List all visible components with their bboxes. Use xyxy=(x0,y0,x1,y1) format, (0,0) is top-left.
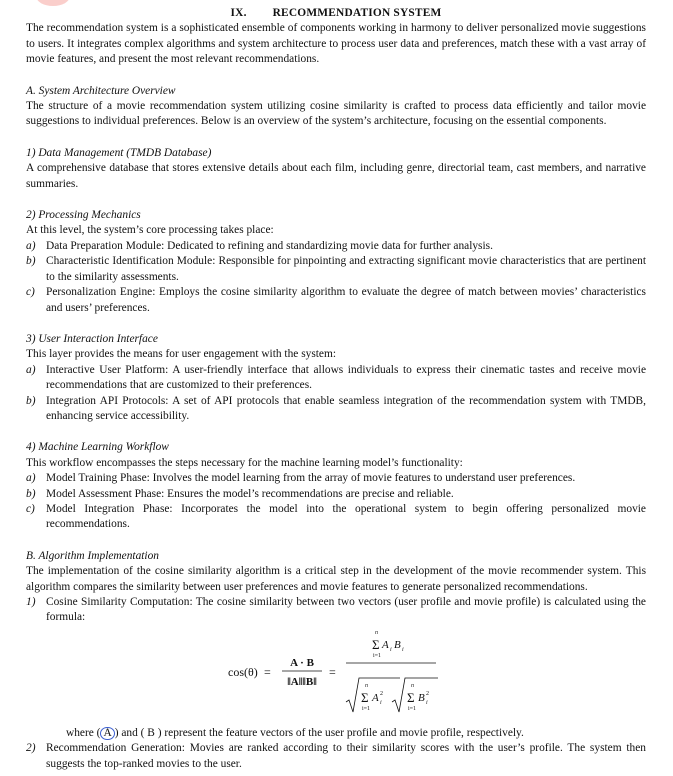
list-item xyxy=(26,394,646,425)
list-item xyxy=(26,363,646,394)
data-management-body: A comprehensive database that stores extensive details about each film, including genre, directorial team, cast members, and narrative summaries. xyxy=(26,162,646,190)
data-management-heading: 1) Data Management (TMDB Database) xyxy=(26,146,212,159)
section-number: IX. xyxy=(230,7,247,19)
paper-page xyxy=(26,6,646,772)
formula-numerator: A · B xyxy=(290,656,314,669)
formula-eq-2: = xyxy=(329,664,336,679)
list-text: Model Assessment Phase: Ensures the model’s recommendations are precise and reliable. xyxy=(46,487,454,500)
list-item xyxy=(26,595,646,626)
list-text: Characteristic Identification Module: Responsible for pinpointing and extracting significant movie characteristics that are pertinent to the similarity assessments. xyxy=(46,255,646,283)
list-text: Model Training Phase: Involves the model learning from the array of movie features to understand user preferences. xyxy=(46,472,576,485)
list-text: Integration API Protocols: A set of API protocols that enable seamless integration of the recommendation system with TMDB, enhancing service accessibility. xyxy=(46,394,646,422)
interaction-intro: This layer provides the means for user engagement with the system: xyxy=(26,348,336,361)
subsection-b-body: The implementation of the cosine similarity algorithm is a critical step in the development of the movie recommender system. This algorithm compares the similarity between user preferences and movie features to generate personalized recommendations. xyxy=(26,565,646,593)
list-text: Data Preparation Module: Dedicated to refining and standardizing movie data for further analysis. xyxy=(46,239,493,252)
interaction-heading: 3) User Interaction Interface xyxy=(26,332,158,345)
formula-denominator: ‖A‖‖B‖ xyxy=(287,675,317,688)
list-text: Cosine Similarity Computation: The cosine similarity between two vectors (user profile and movie profile) is calculated using the formula: xyxy=(46,596,646,624)
formula-eq-1: = xyxy=(264,664,271,679)
formula-svg xyxy=(26,626,646,726)
explanation-post: ) and ( B ) represent the feature vectors of the user profile and movie profile, respectively. xyxy=(114,726,524,739)
list-text: Personalization Engine: Employs the cosine similarity algorithm to evaluate the degree of match between movies’ characteristics and users’ preferences. xyxy=(46,286,646,314)
sum-symbol: Σ xyxy=(372,636,380,652)
processing-heading: 2) Processing Mechanics xyxy=(26,209,141,222)
list-text: Recommendation Generation: Movies are ranked according to their similarity scores with the user’s profile. The system then suggests the top-ranked movies to the user. xyxy=(46,742,646,770)
list-marker: a) xyxy=(26,472,36,485)
list-marker: b) xyxy=(26,255,36,268)
list-item xyxy=(26,254,646,285)
ml-intro: This workflow encompasses the steps necessary for the machine learning model’s functionality: xyxy=(26,456,463,469)
term-b-sup: 2 xyxy=(426,690,429,697)
term-a-sub: i xyxy=(380,699,382,706)
section-heading xyxy=(26,6,646,21)
sum-upper-limit: n xyxy=(411,682,414,689)
list-marker: c) xyxy=(26,502,35,515)
list-marker: a) xyxy=(26,363,36,376)
explanation-a: A xyxy=(100,727,114,740)
term-a: A xyxy=(382,638,389,651)
list-item xyxy=(26,285,646,316)
list-marker: b) xyxy=(26,487,36,500)
section-intro: The recommendation system is a sophisticated ensemble of components working in harmony to deliver personalized movie suggestions to users. It integrates complex algorithms and system architecture to process user data and preferences, match these with a vast array of movie features, and present the most relevant recommendations. xyxy=(26,22,646,66)
list-item xyxy=(26,502,646,533)
list-marker: a) xyxy=(26,239,36,252)
ml-heading: 4) Machine Learning Workflow xyxy=(26,441,169,454)
list-item xyxy=(26,471,646,486)
sum-lower-limit: i=1 xyxy=(373,652,382,659)
term-b: B xyxy=(418,691,425,704)
term-b-sub: i xyxy=(426,699,428,706)
subsection-a-heading: A. System Architecture Overview xyxy=(26,84,176,97)
term-a-sub: i xyxy=(390,646,392,653)
formula-lhs: cos(θ) xyxy=(228,664,258,679)
list-item xyxy=(26,487,646,502)
formula-explanation xyxy=(26,726,646,741)
sum-upper-limit: n xyxy=(375,629,378,636)
sum-lower-limit: i=1 xyxy=(362,705,371,712)
explanation-pre: where ( xyxy=(66,726,101,739)
list-text: Interactive User Platform: A user-friendly interface that allows individuals to express their cinematic tastes and receive movie recommendations that are customized to their preferences. xyxy=(46,363,646,392)
processing-intro: At this level, the system’s core processing takes place: xyxy=(26,224,274,237)
sum-symbol: Σ xyxy=(361,689,369,705)
cosine-formula xyxy=(26,626,646,726)
list-marker: c) xyxy=(26,286,35,299)
list-marker: b) xyxy=(26,394,36,407)
section-title: RECOMMENDATION SYSTEM xyxy=(272,7,442,19)
list-marker: 2) xyxy=(26,742,36,755)
subsection-a-body: The structure of a movie recommendation system utilizing cosine similarity is crafted to process data efficiently and tailor movie suggestions to individual preferences. Below is an overview of the system’s architecture, focusing on the essential components. xyxy=(26,100,646,128)
list-item xyxy=(26,741,646,772)
list-text: Model Integration Phase: Incorporates the model into the operational system to begin offering personalized movie recommendations. xyxy=(46,502,646,531)
sum-lower-limit: i=1 xyxy=(408,705,417,712)
term-b-sub: i xyxy=(402,646,404,653)
sum-upper-limit: n xyxy=(365,682,368,689)
term-a-sup: 2 xyxy=(380,690,383,697)
term-a: A xyxy=(372,691,379,704)
list-item xyxy=(26,239,646,254)
sum-symbol: Σ xyxy=(407,689,415,705)
term-b: B xyxy=(394,638,401,651)
subsection-b-heading: B. Algorithm Implementation xyxy=(26,549,159,562)
list-marker: 1) xyxy=(26,596,36,608)
